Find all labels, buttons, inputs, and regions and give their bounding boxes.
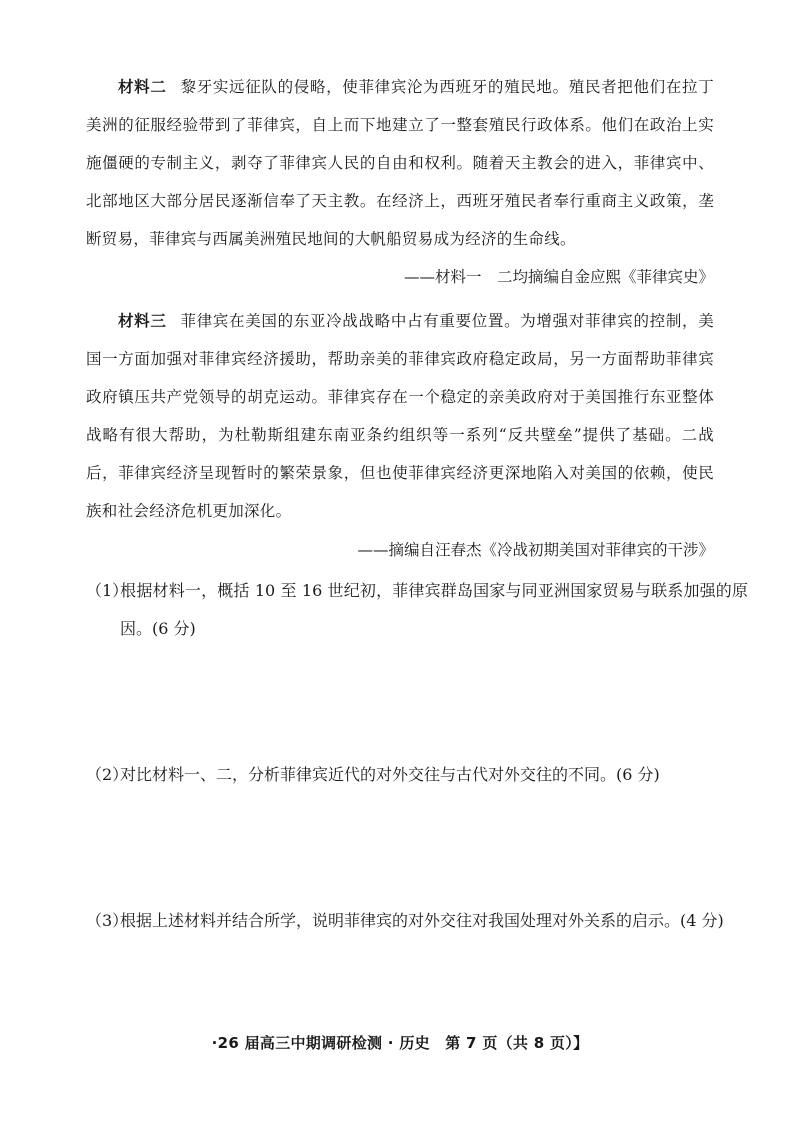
question-2 [86,756,748,794]
material-2-label: 材料二 [118,77,167,96]
question-1-text: 根据材料一，概括 10 至 16 世纪初，菲律宾群岛国家与同亚洲国家贸易与联系加强的原因。(6 分) [120,581,748,638]
material-2 [86,68,714,258]
material-3 [86,302,714,530]
material-2-source: ——材料一 二均摘编自金应熙《菲律宾史》 [403,268,714,286]
material-3-label: 材料三 [118,311,167,330]
material-3-source: ——摘编自汪春杰《冷战初期美国对菲律宾的干涉》 [357,541,714,559]
page-footer: ·26 届高三中期调研检测 · 历史 第 7 页（共 8 页）】 [211,1034,589,1052]
material-3-text: 菲律宾在美国的东亚冷战战略中占有重要位置。为增强对菲律宾的控制，美国一方面加强对菲律宾经济援助，帮助亲美的菲律宾政府稳定政局，另一方面帮助菲律宾政府镇压共产党领导的胡克运动。菲律宾存在一个稳定的亲美政府对于美国推行东亚整体战略有很大帮助，为杜勒斯组建东南亚条约组织等一系列“反共壁垒”提供了基础。二战后，菲律宾经济呈现暂时的繁荣景象，但也使菲律宾经济更深地陷入对美国的依赖，使民族和社会经济危机更加深化。 [86,312,714,520]
question-3 [86,902,748,940]
question-1 [86,572,748,648]
material-2-text: 黎牙实远征队的侵略，使菲律宾沦为西班牙的殖民地。殖民者把他们在拉丁美洲的征服经验带到了菲律宾，自上而下地建立了一整套殖民行政体系。他们在政治上实施僵硬的专制主义，剥夺了菲律宾人民的自由和权利。随着天主教会的进入，菲律宾中、北部地区大部分居民逐渐信奉了天主教。在经济上，西班牙殖民者奉行重商主义政策，垄断贸易，菲律宾与西属美洲殖民地间的大帆船贸易成为经济的生命线。 [86,78,714,248]
question-1-number: （1） [86,581,129,600]
question-3-text: 根据上述材料并结合所学，说明菲律宾的对外交往对我国处理对外关系的启示。(4 分) [120,911,724,930]
question-2-number: （2） [86,765,129,784]
question-3-number: （3） [86,911,129,930]
question-2-text: 对比材料一、二，分析菲律宾近代的对外交往与古代对外交往的不同。(6 分) [120,765,660,784]
